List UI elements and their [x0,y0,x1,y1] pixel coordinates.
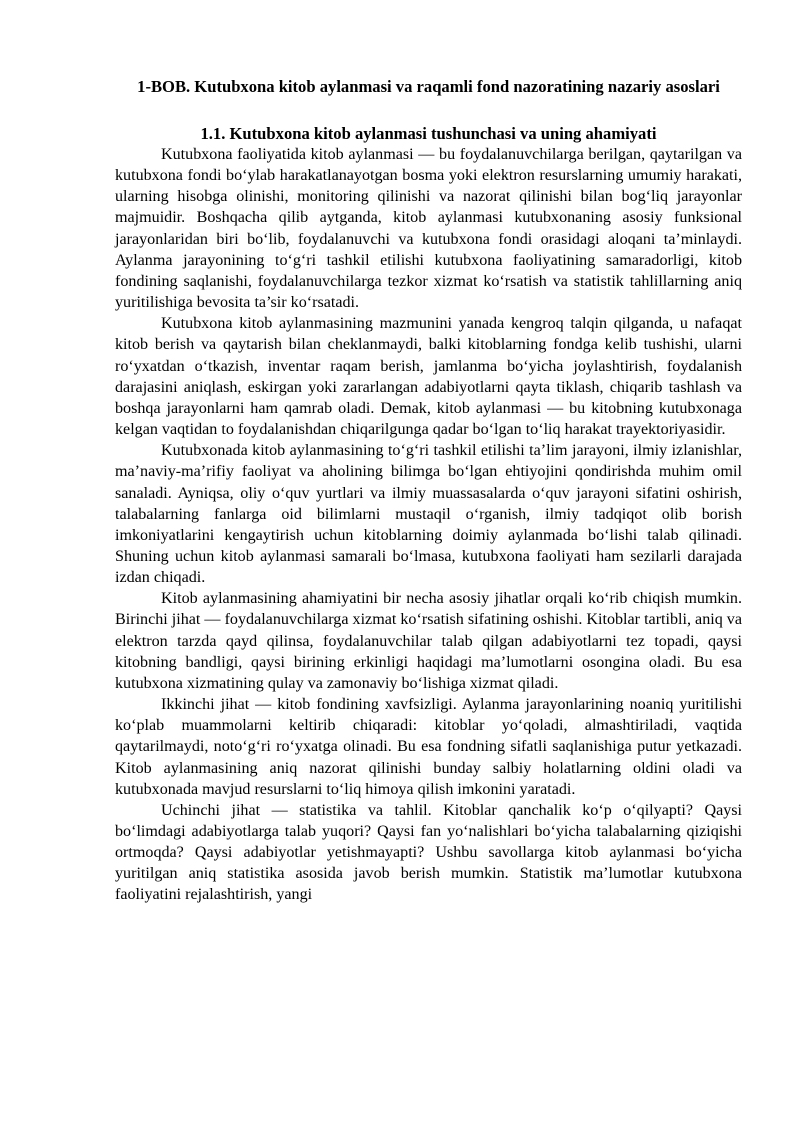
paragraph-5: Ikkinchi jihat — kitob fondining xavfsizligi. Aylanma jarayonlarining noaniq yuritilishi ko‘plab muammolarni keltirib chiqaradi: kitoblar yo‘qoladi, almashtiriladi, vaqtida qaytarilmaydi, noto‘g‘ri ro‘yxatga olinadi. Bu esa fondning sifatli saqlanishiga putur yetkazadi. Kitob aylanmasining aniq nazorat qilinishi bunday salbiy holatlarning oldini oladi va kutubxonada mavjud resurslarni to‘liq himoya qilish imkonini yaratadi. [115,696,742,798]
section-title: 1.1. Kutubxona kitob aylanmasi tushunchasi va uning ahamiyati [200,124,657,143]
paragraph-6: Uchinchi jihat — statistika va tahlil. Kitoblar qanchalik ko‘p o‘qilyapti? Qaysi bo‘limdagi adabiyotlarga talab yuqori? Qaysi fan yo‘nalishlari bo‘yicha talabalarning qiziqishi ortmoqda? Qaysi adabiyotlar yetishmayapti? Ushbu savollarga kitob aylanmasi bo‘yicha yuritilgan aniq statistika asosida javob berish mumkin. Statistik ma’lumotlar kutubxona faoliyatini rejalashtirish, yangi [115,801,742,904]
paragraph-4: Kitob aylanmasining ahamiyatini bir necha asosiy jihatlar orqali ko‘rib chiqish mumkin. Birinchi jihat — foydalanuvchilarga xizmat ko‘rsatish sifatining oshishi. Kitoblar tartibli, aniq va elektron tarzda qayd qilinsa, foydalanuvchilar talab qilgan adabiyotlarni tez topadi, qaysi kitobning bandligi, qaysi birining erkinligi haqidagi ma’lumotlarni osongina oladi. Bu esa kutubxona xizmatining qulay va zamonaviy bo‘lishiga xizmat qiladi. [115,590,742,692]
document-page [115,76,742,906]
paragraph-3: Kutubxonada kitob aylanmasining to‘g‘ri tashkil etilishi ta’lim jarayoni, ilmiy izlanishlar, ma’naviy-ma’rifiy faoliyat va aholining bilimga bo‘lgan ehtiyojini qondirishda muhim omil sanaladi. Ayniqsa, oliy o‘quv yurtlari va ilmiy muassasalarda o‘quv jarayoni sifatini oshirish, talabalarning fanlarga oid bilimlarni mustaqil o‘rganish, ilmiy tadqiqot olib borish imkoniyatlarini kengaytirish uchun kitoblarning doimiy aylanmada bo‘lishi talab qilinadi. Shuning uchun kitob aylanmasi samarali bo‘lmasa, kutubxona faoliyati ham sezilarli darajada izdan chiqadi. [115,442,742,587]
paragraph-2: Kutubxona kitob aylanmasining mazmunini yanada kengroq talqin qilganda, u nafaqat kitob berish va qaytarish bilan cheklanmaydi, balki kitoblarning fondga kelib tushishi, ularni ro‘yxatdan o‘tkazish, inventar raqam berish, jamlanma bo‘yicha joylashtirish, foydalanish darajasini aniqlash, eskirgan yoki zararlangan adabiyotlarni qayta tiklash, chiqarib tashlash va boshqa jarayonlarni ham qamrab oladi. Demak, kitob aylanmasi — bu kitobning kutubxonaga kelgan vaqtidan to foydalanishdan chiqarilgunga qadar bo‘lgan to‘liq harakat trayektoriyasidir. [115,315,742,439]
paragraph-1: Kutubxona faoliyatida kitob aylanmasi — bu foydalanuvchilarga berilgan, qaytarilgan va kutubxona fondi bo‘ylab harakatlanayotgan bosma yoki elektron resurslarning umumiy harakati, ularning hisobga olinishi, monitoring qilinishi va nazorat qilinishi bilan bog‘liq jarayonlar majmuidir. Boshqacha qilib aytganda, kitob aylanmasi kutubxonaning asosiy funksional jarayonlaridan biri bo‘lib, foydalanuvchi va kutubxona fondi orasidagi aloqani ta’minlaydi. Aylanma jarayonining to‘g‘ri tashkil etilishi kutubxona faoliyatining samaradorligi, kitob fondining saqlanishi, foydalanuvchilarga tezkor xizmat ko‘rsatish va statistik tahlillarning aniq yuritilishiga bevosita ta’sir ko‘rsatadi. [115,146,742,312]
chapter-title: 1-BOB. Kutubxona kitob aylanmasi va raqamli fond nazoratining nazariy asoslari [137,77,720,96]
